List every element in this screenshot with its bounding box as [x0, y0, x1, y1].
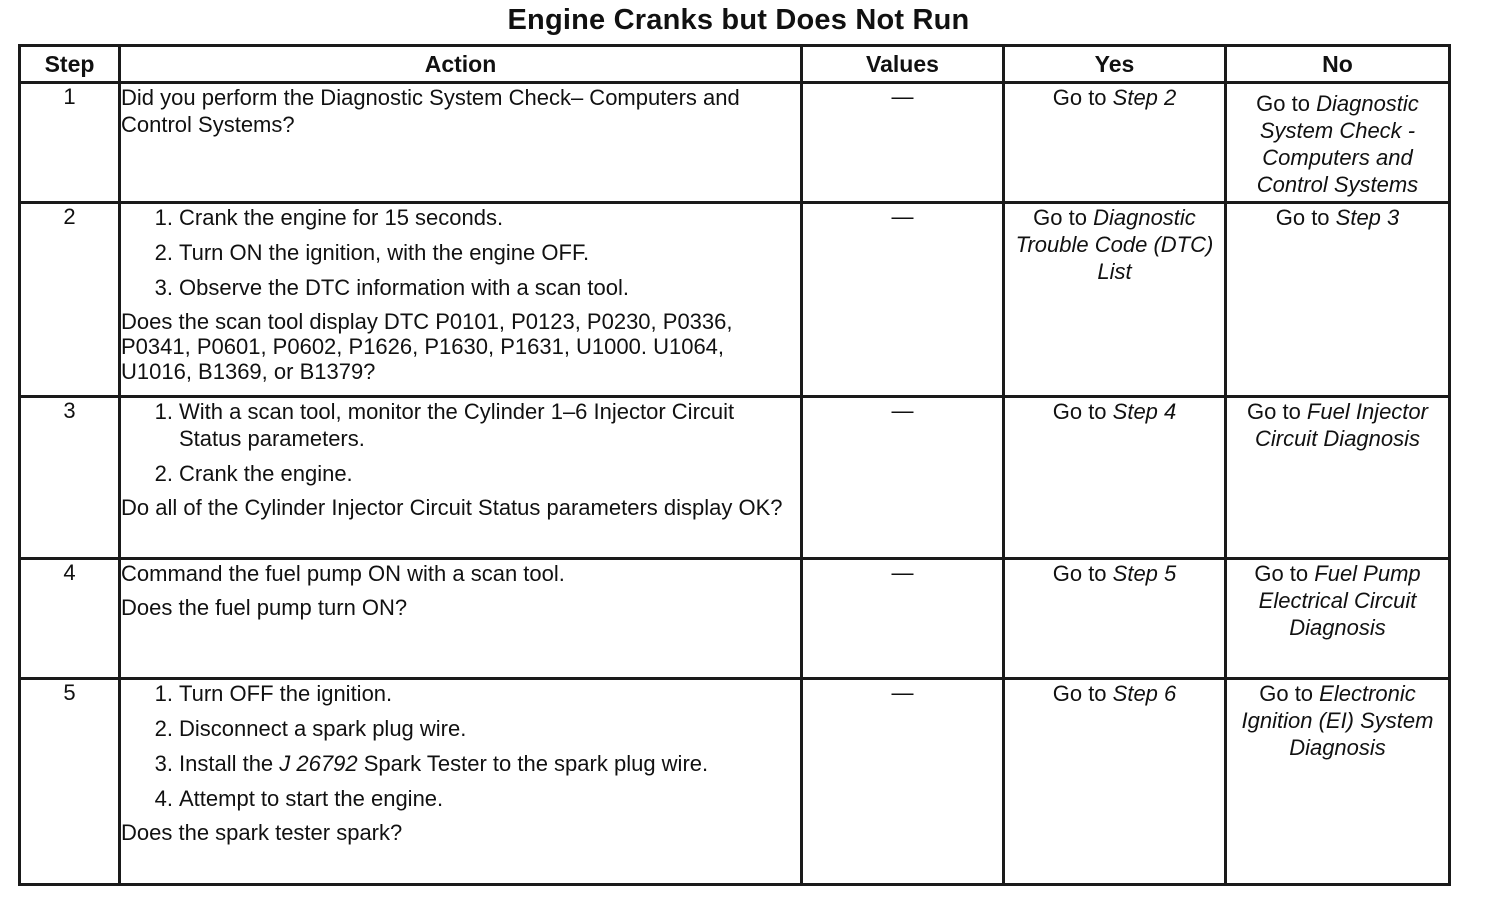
step-number: 5	[20, 679, 120, 885]
action-question: Does the scan tool display DTC P0101, P0123, P0230, P0336, P0341, P0601, P0602, P1626, P1630, P1631, U1000. U1064, U1016, B1369, or B1379?	[121, 309, 733, 384]
yes-prefix: Go to	[1052, 561, 1113, 586]
action-step-item: 1. Crank the engine for 15 seconds.	[154, 205, 504, 230]
values-cell: —	[802, 679, 1004, 885]
action-cell	[120, 83, 802, 203]
action-steps	[121, 204, 800, 301]
header-action: Action	[120, 46, 802, 83]
action-step-item: 2. Crank the engine.	[154, 461, 353, 486]
no-cell	[1226, 397, 1450, 559]
action-step-item: 4. Attempt to start the engine.	[154, 786, 444, 811]
no-link[interactable]: Step 3	[1335, 205, 1400, 230]
action-steps	[121, 398, 800, 487]
table-row	[20, 203, 1450, 397]
table-row	[20, 679, 1450, 885]
no-prefix: Go to	[1259, 681, 1320, 706]
header-values: Values	[802, 46, 1004, 83]
tool-name: J 26792	[279, 751, 358, 776]
yes-link[interactable]: Step 6	[1112, 681, 1177, 706]
action-step-item: 2. Disconnect a spark plug wire.	[154, 716, 467, 741]
action-step-item: 3. Observe the DTC information with a scan tool.	[154, 275, 629, 300]
yes-prefix: Go to	[1052, 681, 1113, 706]
step-number: 4	[20, 559, 120, 679]
yes-link[interactable]: Diagnostic Trouble Code (DTC) List	[1015, 205, 1214, 284]
no-prefix: Go to	[1254, 561, 1315, 586]
action-steps	[121, 680, 800, 812]
yes-cell	[1004, 679, 1226, 885]
yes-link[interactable]: Step 2	[1112, 85, 1177, 110]
no-prefix: Go to	[1256, 91, 1317, 116]
no-link[interactable]: Diagnostic System Check - Computers and Control Systems	[1256, 91, 1419, 197]
page-title: Engine Cranks but Does Not Run	[507, 4, 970, 36]
step-number: 1	[20, 83, 120, 203]
action-cell	[120, 203, 802, 397]
action-cell	[120, 679, 802, 885]
header-step: Step	[20, 46, 120, 83]
action-question: Does the fuel pump turn ON?	[121, 595, 408, 620]
yes-cell	[1004, 397, 1226, 559]
action-text: Did you perform the Diagnostic System Check– Computers and Control Systems?	[121, 85, 740, 137]
table-row	[20, 559, 1450, 679]
yes-prefix: Go to	[1052, 399, 1113, 424]
diagnostic-table	[18, 44, 1451, 886]
action-question: Do all of the Cylinder Injector Circuit Status parameters display OK?	[121, 495, 783, 520]
values-cell: —	[802, 83, 1004, 203]
no-link[interactable]: Fuel Injector Circuit Diagnosis	[1254, 399, 1428, 451]
no-cell	[1226, 203, 1450, 397]
action-step-item: 1. Turn OFF the ignition.	[154, 681, 393, 706]
action-step-item: 2. Turn ON the ignition, with the engine OFF.	[154, 240, 590, 265]
action-cell	[120, 397, 802, 559]
no-prefix: Go to	[1247, 399, 1307, 424]
values-cell: —	[802, 397, 1004, 559]
no-link[interactable]: Fuel Pump Electrical Circuit Diagnosis	[1258, 561, 1421, 640]
values-cell: —	[802, 203, 1004, 397]
values-cell: —	[802, 559, 1004, 679]
header-no: No	[1226, 46, 1450, 83]
table-header-row	[20, 46, 1450, 83]
step-number: 2	[20, 203, 120, 397]
no-link[interactable]: Electronic Ignition (EI) System Diagnosis	[1241, 681, 1434, 760]
yes-link[interactable]: Step 5	[1112, 561, 1177, 586]
table-row	[20, 397, 1450, 559]
action-step-item: 3. Install the J 26792 Spark Tester to the spark plug wire.	[154, 751, 709, 776]
action-cell	[120, 559, 802, 679]
no-prefix: Go to	[1275, 205, 1336, 230]
yes-link[interactable]: Step 4	[1112, 399, 1177, 424]
yes-cell	[1004, 83, 1226, 203]
step-number: 3	[20, 397, 120, 559]
yes-prefix: Go to	[1033, 205, 1094, 230]
yes-prefix: Go to	[1052, 85, 1113, 110]
action-text: Command the fuel pump ON with a scan tool.	[121, 561, 565, 586]
no-cell	[1226, 679, 1450, 885]
header-yes: Yes	[1004, 46, 1226, 83]
yes-cell	[1004, 203, 1226, 397]
no-cell	[1226, 83, 1450, 203]
table-row	[20, 83, 1450, 203]
no-cell	[1226, 559, 1450, 679]
action-step-item: 1. With a scan tool, monitor the Cylinder 1–6 Injector Circuit Status parameters.	[154, 399, 735, 451]
action-question: Does the spark tester spark?	[121, 820, 403, 845]
yes-cell	[1004, 559, 1226, 679]
